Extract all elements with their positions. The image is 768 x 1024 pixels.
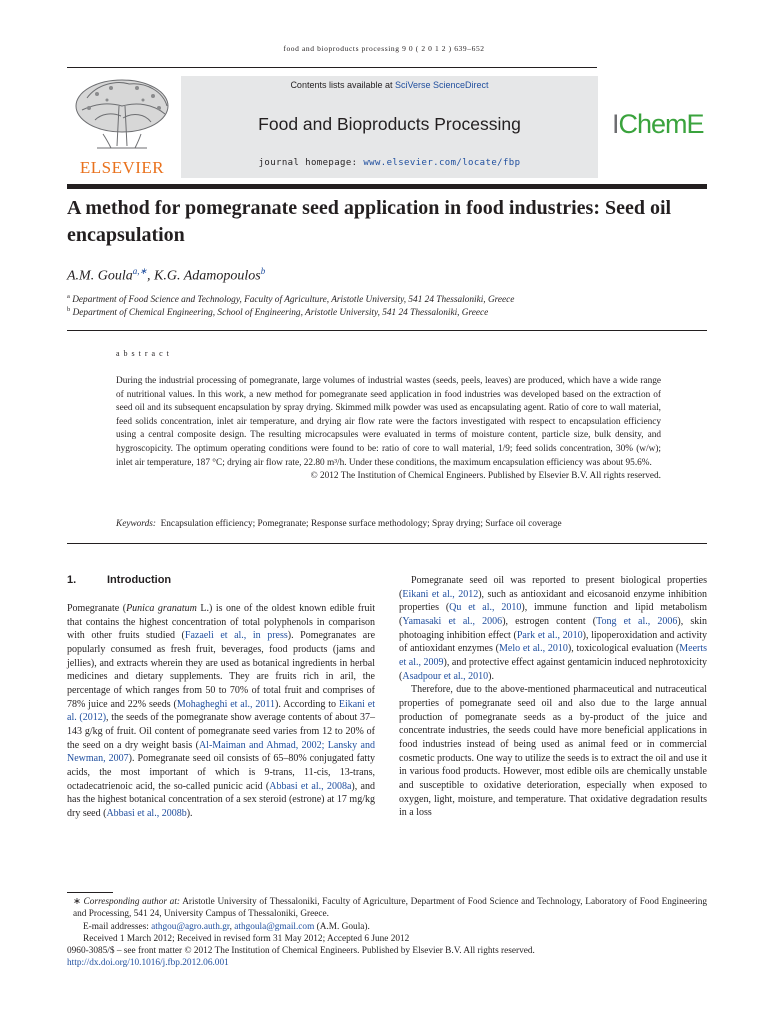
author-affil-mark[interactable]: a,∗ xyxy=(132,266,148,276)
footnotes xyxy=(67,896,707,970)
journal-header xyxy=(181,76,598,178)
text-run: ), and protective effect against gentamicin induced nephrotoxicity ( xyxy=(399,656,707,682)
text-run: Pomegranate seed oil was reported to present biological properties ( xyxy=(399,575,707,600)
contents-prefix: Contents lists available at xyxy=(290,80,395,90)
footnote-rule xyxy=(67,892,113,893)
text-run: ). According to xyxy=(275,698,339,710)
citation-link[interactable]: Abbasi et al., 2008b xyxy=(106,807,187,819)
affiliation-mark: a xyxy=(67,293,70,300)
journal-title: Food and Bioproducts Processing xyxy=(258,114,521,134)
text-run: ), such as antioxidant and eicosanoid enzyme inhibition properties ( xyxy=(399,588,707,614)
text-run: ), toxicological evaluation ( xyxy=(567,643,680,655)
abstract-text: During the industrial processing of pomegranate, large volumes of industrial wastes (seeds, peels, leaves) are produced, which have a wide range of nutritional values. In this work, a new method for pomegranate seed application in food industries was developed based on the extraction of seed oil and its subsequent encapsulation by spray drying. Skimmed milk powder was used as encapsulating agent. Ratio of core to wall material, feed solids concentration, inlet air temperature, and drying air flow rate were the factors investigated with respect to encapsulation efficiency using a central composite design. The resulting microcapsules were evaluated in terms of moisture content, particle size, bulk density, and hygroscopicity. The optimum operating conditions were found to be: ratio of core to wall material, 1/9; feed solids concentration, 30% (w/w); inlet air temperature, 187 °C; drying air flow rate, 22.80 m³/h. Under these conditions, the maximum encapsulation efficiency was about 95.6%. xyxy=(116,376,661,468)
column-left xyxy=(67,574,375,821)
keywords-label: Keywords: xyxy=(116,519,156,529)
issn-line: 0960-3085/$ – see front matter © 2012 The Institution of Chemical Engineers. Published by Elsevier B.V. All rights reserved. xyxy=(67,946,535,957)
citation-link[interactable]: Melo et al., 2010 xyxy=(498,643,568,655)
corresponding-author-note xyxy=(67,896,707,921)
section-title: Introduction xyxy=(107,574,172,586)
homepage-link[interactable]: www.elsevier.com/locate/fbp xyxy=(363,158,521,168)
abstract-copyright: © 2012 The Institution of Chemical Engineers. Published by Elsevier B.V. All rights reserved. xyxy=(310,471,661,482)
affiliation-a xyxy=(67,293,514,305)
text-run: , xyxy=(229,921,235,932)
text-run: ), and has the highest botanical concentration of a sex steroid (estrone) at 17 mg/kg dry seed ( xyxy=(67,780,375,819)
article-title: A method for pomegranate seed application in food industries: Seed oil encapsulation xyxy=(67,197,672,246)
text-run: ). Pomegranates are popularly consumed as fresh fruit, beverages, food products (jams and jellies), and extracts wherein they are used as botanical ingredients in herbal medicines and dietary supplements. They are fruits rich in aril, the percentage of which ranges from 50 to 70% of total fruit and comprises of 78% juice and 22% seeds ( xyxy=(67,630,376,710)
text-run: ), estrogen content ( xyxy=(502,615,597,627)
text-run: L.) is one of the oldest known edible fruit that contains the highest concentration of total polyphenols in comparison with other fruits studied ( xyxy=(67,603,376,642)
homepage-prefix: journal homepage: xyxy=(258,158,364,168)
top-rule xyxy=(67,67,597,68)
paragraph xyxy=(399,574,707,683)
affiliation-mark: b xyxy=(67,306,71,313)
abstract-body xyxy=(116,375,661,484)
citation-link[interactable]: Al-Maiman and Ahmad, 2002; Lansky and Newman, 2007 xyxy=(67,739,375,765)
citation-link[interactable]: Asadpour et al., 2010 xyxy=(402,670,489,682)
author-affil-mark[interactable]: b xyxy=(260,266,266,276)
sciencedirect-link[interactable]: SciVerse ScienceDirect xyxy=(395,80,489,90)
divider xyxy=(67,330,707,331)
paragraph: Therefore, due to the above-mentioned pharmaceutical and nutraceutical properties of pomegranate seed oil and also due to the large annual production of pomegranate seeds as a by-product of the juice and concentrate industries, the seeds could have more beneficial applications in food industries instead of being used as animal feed or in commercial cosmetic products. One way to utilize the seeds is to extract the oil and use it in various food products. However, most edible oils are chemically unstable and susceptible to oxidative deterioration, especially when exposed to oxygen, light, moisture, and temperature. That oxidative degradation results in a loss xyxy=(399,684,707,819)
citation-link[interactable]: Meerts et al., 2009 xyxy=(399,643,708,668)
citation-link[interactable]: Fazaeli et al., in press xyxy=(184,630,288,642)
text-run: ), skin photoaging inhibition effect ( xyxy=(399,615,707,641)
species-name: Punica granatum xyxy=(126,603,197,614)
citation-link[interactable]: Abbasi et al., 2008a xyxy=(269,780,352,792)
contents-line xyxy=(181,80,598,90)
author-name: A.M. Goula xyxy=(67,268,133,284)
email-link[interactable]: athgou@agro.auth.gr xyxy=(151,921,230,932)
corresponding-text: Aristotle University of Thessaloniki, Faculty of Agriculture, Department of Food Science and Technology, Laboratory of Food Engineering and Processing, 541 24, University Campus of Thessaloniki, Greece. xyxy=(73,897,708,920)
text-run: Pomegranate ( xyxy=(67,603,127,614)
email-note xyxy=(67,921,707,933)
affiliation-text: Department of Chemical Engineering, School of Engineering, Aristotle University, 541 24 Thessaloniki, Greece xyxy=(72,308,489,319)
affiliation-b xyxy=(67,306,488,318)
divider xyxy=(67,543,707,544)
received-dates: Received 1 March 2012; Received in revised form 31 May 2012; Accepted 6 June 2012 xyxy=(83,933,410,944)
citation-link[interactable]: Park et al., 2010 xyxy=(516,629,583,641)
keywords xyxy=(116,519,661,529)
text-run: ), lipoperoxidation and activity of antioxidant enzymes ( xyxy=(399,629,708,655)
column-right xyxy=(399,574,707,820)
text-run: ). xyxy=(488,670,495,682)
doi-link[interactable]: http://dx.doi.org/10.1016/j.fbp.2012.06.001 xyxy=(67,958,229,969)
icheme-logo-i: I xyxy=(612,109,619,139)
section-number: 1. xyxy=(67,574,77,586)
corresponding-label: Corresponding author at: xyxy=(83,897,181,907)
icheme-logo xyxy=(612,109,704,140)
elsevier-wordmark: ELSEVIER xyxy=(79,158,165,177)
text-run: (A.M. Goula). xyxy=(314,921,370,932)
footnote-mark: ∗ xyxy=(73,897,81,907)
text-run: ), immune function and lipid metabolism ( xyxy=(399,602,707,627)
icheme-logo-rest: ChemE xyxy=(618,109,704,139)
affiliation-text: Department of Food Science and Technology, Faculty of Agriculture, Aristotle University, 541 24 Thessaloniki, Greece xyxy=(72,295,515,306)
header-rule xyxy=(67,184,707,189)
text-run: ). Pomegranate seed oil consists of 65–80% conjugated fatty acids, the most important of which is 9-trans, 11-cis, 13-trans, octadecatrienoic acid, the so-called punicic acid ( xyxy=(67,753,375,792)
email-link[interactable]: athgoula@gmail.com xyxy=(234,921,315,932)
running-head: food and bioproducts processing 9 0 ( 2 0 1 2 ) 639–652 xyxy=(283,44,485,53)
elsevier-logo xyxy=(67,76,177,178)
abstract-heading: abstract xyxy=(116,349,173,358)
text-run: , the seeds of the pomegranate show average contents of about 37–143 g/kg of fruit. Oil content of pomegranate seed varies from 12 to 20% of the seed on a dry weight basis ( xyxy=(67,712,375,751)
keywords-list: Encapsulation efficiency; Pomegranate; Response surface methodology; Spray drying; Surface oil coverage xyxy=(160,519,562,529)
citation-link[interactable]: Mohagheghi et al., 2011 xyxy=(176,698,275,710)
citation-link[interactable]: Yamasaki et al., 2006 xyxy=(402,615,503,627)
elsevier-tree-icon xyxy=(67,76,177,156)
citation-link[interactable]: Eikani et al. (2012) xyxy=(67,698,376,724)
paragraph xyxy=(67,602,375,821)
journal-homepage xyxy=(181,158,598,168)
text-run: ). xyxy=(186,807,193,819)
citation-link[interactable]: Tong et al., 2006 xyxy=(596,615,678,627)
email-label: E-mail addresses: xyxy=(83,921,152,932)
citation-link[interactable]: Eikani et al., 2012 xyxy=(402,588,479,600)
section-heading xyxy=(67,574,375,587)
citation-link[interactable]: Qu et al., 2010 xyxy=(449,602,522,614)
author-list: A.M. Goula$^{a,∗}$, K.G. Adamopoulos$^b$ xyxy=(67,266,266,284)
author-name: K.G. Adamopoulos xyxy=(154,268,261,284)
